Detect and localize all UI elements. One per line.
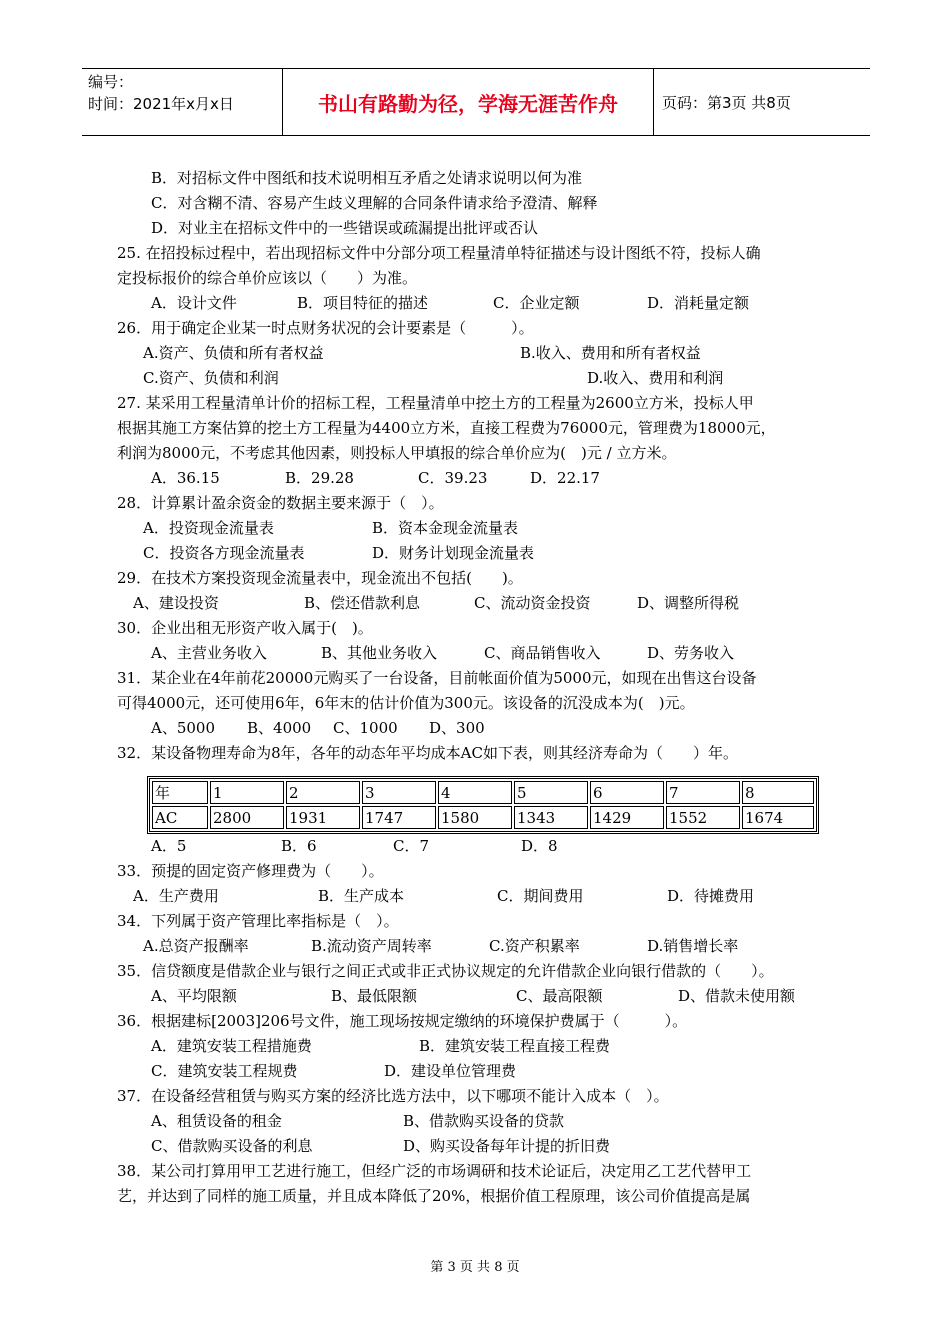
question-36: 36．根据建标[2003]206号文件，施工现场按规定缴纳的环境保护费属于（ ）。 [117,1012,688,1030]
option: B．生产成本 [318,887,405,905]
option: C、最高限额 [516,987,603,1005]
option: B、最低限额 [331,987,418,1005]
header-page-info: 页码：第3页 共8页 [662,93,791,112]
option: C、流动资金投资 [474,594,591,612]
ac-table [147,776,819,834]
options-36b [117,1059,847,1084]
option: B.收入、费用和所有者权益 [520,344,701,362]
table-row [152,806,814,829]
option: B．建筑安装工程直接工程费 [419,1037,611,1055]
option: D.收入、费用和利润 [587,369,724,387]
text-line: B．对招标文件中图纸和技术说明相互矛盾之处请求说明以何为准 [151,169,583,187]
question-37: 37．在设备经营租赁与购买方案的经济比选方法中，以下哪项不能计入成本（ ）。 [117,1087,669,1105]
options-37 [117,1109,847,1134]
options-32 [117,834,847,859]
question-31-cont: 可得4000元，还可使用6年，6年末的估计价值为300元。该设备的沉没成本为( )元。 [117,694,695,712]
question-25-cont: 定投标报价的综合单价应该以（ ）为准。 [117,269,418,287]
document-body [117,166,847,1209]
table-cell: 1580 [438,806,512,829]
table-cell: 5 [514,781,588,804]
option: D、购买设备每年计提的折旧费 [403,1137,611,1155]
page-header [82,68,870,136]
options-36 [117,1034,847,1059]
options-26b [117,366,847,391]
option: D、调整所得税 [637,594,740,612]
question-35: 35．信贷额度是借款企业与银行之间正式或非正式协议规定的允许借款企业向银行借款的（ ）。 [117,962,774,980]
option: A．建筑安装工程措施费 [151,1037,312,1055]
options-33 [117,884,847,909]
code-label: 编号： [88,73,134,91]
options-26 [117,341,847,366]
option: C.资产、负债和利润 [143,369,279,387]
option: A、建设投资 [133,594,219,612]
option: C.资产积累率 [489,937,580,955]
page-footer: 第 3 页 共 8 页 [430,1260,520,1275]
option: C、借款购买设备的利息 [151,1137,313,1155]
text-line: C．对含糊不清、容易产生歧义理解的合同条件请求给予澄清、解释 [151,194,598,212]
option: A．生产费用 [133,887,219,905]
option: A.资产、负债和所有者权益 [143,344,324,362]
table-cell: 8 [742,781,814,804]
options-34 [117,934,847,959]
option: A、主营业务收入 [151,644,267,662]
table-cell: 2 [286,781,360,804]
table-cell: 4 [438,781,512,804]
question-33: 33．预提的固定资产修理费为（ ）。 [117,862,384,880]
option: B．资本金现金流量表 [372,519,519,537]
option: D．待摊费用 [667,887,755,905]
option: B、借款购买设备的贷款 [403,1112,565,1130]
question-31: 31．某企业在4年前花20000元购买了一台设备，目前帐面价值为5000元，如现在出售这台设备 [117,669,757,687]
question-32: 32．某设备物理寿命为8年，各年的动态年平均成本AC如下表，则其经济寿命为（ ）年。 [117,744,738,762]
table-cell: 2800 [210,806,284,829]
option: D.销售增长率 [647,937,739,955]
table-row [152,781,814,804]
options-37b [117,1134,847,1159]
option: A．36.15 [151,469,220,487]
table-cell: 1552 [666,806,740,829]
text-line: D．对业主在招标文件中的一些错误或疏漏提出批评或否认 [151,219,539,237]
option: A、租赁设备的租金 [151,1112,282,1130]
option: D．22.17 [530,469,600,487]
table-cell: AC [152,806,208,829]
option: B、其他业务收入 [321,644,438,662]
option: D．消耗量定额 [647,294,750,312]
option: D、300 [429,719,485,737]
option: A．投资现金流量表 [143,519,274,537]
option: A.总资产报酬率 [143,937,249,955]
table-cell: 1674 [742,806,814,829]
question-34: 34．下列属于资产管理比率指标是（ ）。 [117,912,399,930]
option: B．29.28 [285,469,354,487]
question-27-cont: 根据其施工方案估算的挖土方工程量为4400立方米，直接工程费为76000元，管理费为18000元， [117,419,776,437]
options-31 [117,716,847,741]
option: B．项目特征的描述 [297,294,429,312]
options-35 [117,984,847,1009]
option: B、4000 [247,719,312,737]
table-cell: 3 [362,781,436,804]
question-27-cont2: 利润为8000元，不考虑其他因素，则投标人甲填报的综合单价应为( )元 / 立方米。 [117,444,677,462]
option: D、劳务收入 [647,644,735,662]
header-motto: 书山有路勤为径，学海无涯苦作舟 [283,69,654,135]
header-meta [82,69,283,135]
question-26: 26．用于确定企业某一时点财务状况的会计要素是（ ）。 [117,319,534,337]
options-25 [117,291,847,316]
option: C．建筑安装工程规费 [151,1062,298,1080]
option: B．6 [281,837,317,855]
question-29: 29．在技术方案投资现金流量表中，现金流出不包括( )。 [117,569,523,587]
options-28b [117,541,847,566]
option: C．期间费用 [497,887,584,905]
option: A．5 [151,837,187,855]
options-30 [117,641,847,666]
table-cell: 1931 [286,806,360,829]
question-38: 38．某公司打算用甲工艺进行施工，但经广泛的市场调研和技术论证后，决定用乙工艺代替甲工 [117,1162,752,1180]
option: C．投资各方现金流量表 [143,544,305,562]
option: C．7 [393,837,430,855]
table-cell: 1747 [362,806,436,829]
option: D、借款未使用额 [678,987,796,1005]
option: B.流动资产周转率 [311,937,432,955]
options-27 [117,466,847,491]
table-cell: 7 [666,781,740,804]
options-28 [117,516,847,541]
table-cell: 6 [590,781,664,804]
options-29 [117,591,847,616]
option: D．建设单位管理费 [384,1062,517,1080]
option: D．8 [521,837,558,855]
option: A．设计文件 [151,294,237,312]
option: A、5000 [151,719,216,737]
date-label: 时间：2021年x月x日 [88,95,234,113]
question-27: 27. 某采用工程量清单计价的招标工程，工程量清单中挖土方的工程量为2600立方米，投标人甲 [117,394,754,412]
option: C、商品销售收入 [484,644,601,662]
option: B、偿还借款利息 [304,594,421,612]
table-cell: 1343 [514,806,588,829]
table-cell: 1 [210,781,284,804]
question-38-cont: 艺，并达到了同样的施工质量，并且成本降低了20%，根据价值工程原理，该公司价值提高是属 [117,1187,751,1205]
table-cell: 1429 [590,806,664,829]
option: C、1000 [333,719,398,737]
option: A、平均限额 [151,987,237,1005]
question-28: 28．计算累计盈余资金的数据主要来源于（ ）。 [117,494,444,512]
option: C．企业定额 [493,294,580,312]
question-25: 25. 在招投标过程中，若出现招标文件中分部分项工程量清单特征描述与设计图纸不符，投标人确 [117,244,761,262]
option: D．财务计划现金流量表 [372,544,535,562]
table-cell: 年 [152,781,208,804]
option: C．39.23 [418,469,488,487]
question-30: 30．企业出租无形资产收入属于( )。 [117,619,373,637]
